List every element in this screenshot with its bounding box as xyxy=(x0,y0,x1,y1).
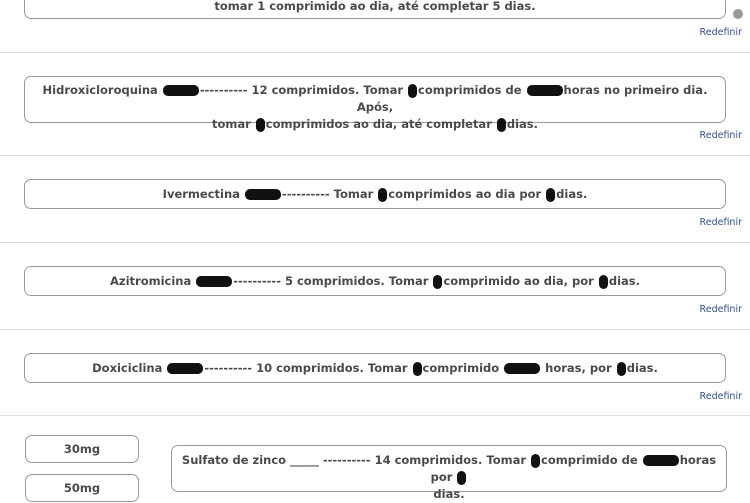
divider xyxy=(0,52,750,53)
reset-link-1[interactable]: Redefinir xyxy=(699,130,742,141)
text-segment: comprimidos ao dia, até completar xyxy=(265,117,496,131)
text-segment: horas no primeiro dia. Após, xyxy=(356,83,708,114)
drop-zone-quantity[interactable] xyxy=(378,188,387,202)
drug-name: Hidroxicloroquina xyxy=(42,83,162,97)
reset-link-2[interactable]: Redefinir xyxy=(699,217,742,228)
drop-zone-quantity[interactable] xyxy=(433,275,442,289)
drop-zone-days[interactable] xyxy=(599,275,608,289)
divider xyxy=(0,242,750,243)
text-segment: horas por xyxy=(430,453,717,484)
drop-zone-interval[interactable] xyxy=(643,455,679,466)
drop-zone-dose[interactable] xyxy=(167,363,203,374)
question-box-azitromicina xyxy=(24,266,726,296)
option-chip-50mg[interactable]: 50mg xyxy=(25,474,139,502)
divider xyxy=(0,155,750,156)
question-box-hidroxicloroquina xyxy=(24,76,726,131)
text-segment: dias. xyxy=(626,361,658,375)
text-segment: dias. xyxy=(556,187,588,201)
text-segment: ---------- 12 comprimidos. Tomar xyxy=(199,83,408,97)
text-segment: dias. xyxy=(608,274,640,288)
text-segment: ---------- 5 comprimidos. Tomar xyxy=(233,274,433,288)
drop-zone-days[interactable] xyxy=(546,188,555,202)
drug-name: Doxiciclina xyxy=(92,361,167,375)
text-segment: dias. xyxy=(433,487,465,501)
text-segment: tomar xyxy=(211,117,255,131)
drop-zone-quantity[interactable] xyxy=(531,454,540,468)
drop-zone-quantity[interactable] xyxy=(413,362,422,376)
drop-zone-quantity[interactable] xyxy=(408,84,417,98)
drop-zone-days[interactable] xyxy=(617,362,626,376)
drop-zone-quantity-2[interactable] xyxy=(256,118,265,132)
text-segment: comprimido xyxy=(422,361,504,375)
reset-link-4[interactable]: Redefinir xyxy=(699,391,742,402)
drug-name: Ivermectina xyxy=(162,187,244,201)
text-segment: comprimidos ao dia por xyxy=(388,187,546,201)
question-box-ivermectina xyxy=(24,179,726,209)
question-box-0 xyxy=(24,0,726,19)
text-segment: comprimido ao dia, por xyxy=(443,274,598,288)
question-box-sulfato-de-zinco xyxy=(171,445,727,501)
reset-link-3[interactable]: Redefinir xyxy=(699,304,742,315)
text-segment: dias. xyxy=(506,117,539,131)
text-segment: Sulfato de zinco _____ ---------- 14 comprimidos. Tomar xyxy=(181,453,531,467)
drop-zone-dose[interactable] xyxy=(245,189,281,200)
text-segment: comprimido de xyxy=(541,453,642,467)
divider xyxy=(0,415,750,416)
option-chip-30mg[interactable]: 30mg xyxy=(25,435,139,463)
text-segment: comprimidos de xyxy=(418,83,526,97)
text-segment: ---------- 10 comprimidos. Tomar xyxy=(204,361,412,375)
text-segment: ---------- Tomar xyxy=(281,187,378,201)
question-box-doxiciclina xyxy=(24,353,726,383)
scrollbar-thumb[interactable] xyxy=(733,9,743,19)
drop-zone-days[interactable] xyxy=(457,471,466,485)
drop-zone-interval[interactable] xyxy=(527,85,563,96)
text-segment: horas, por xyxy=(541,361,616,375)
question-0-line-2: tomar 1 comprimido ao dia, até completar 5 dias. xyxy=(214,0,536,13)
divider xyxy=(0,329,750,330)
drop-zone-dose[interactable] xyxy=(163,85,199,96)
drop-zone-dose[interactable] xyxy=(196,276,232,287)
drop-zone-interval[interactable] xyxy=(504,363,540,374)
drug-name: Azitromicina xyxy=(110,274,196,288)
reset-link-0[interactable]: Redefinir xyxy=(699,27,742,38)
drop-zone-days[interactable] xyxy=(497,118,506,132)
